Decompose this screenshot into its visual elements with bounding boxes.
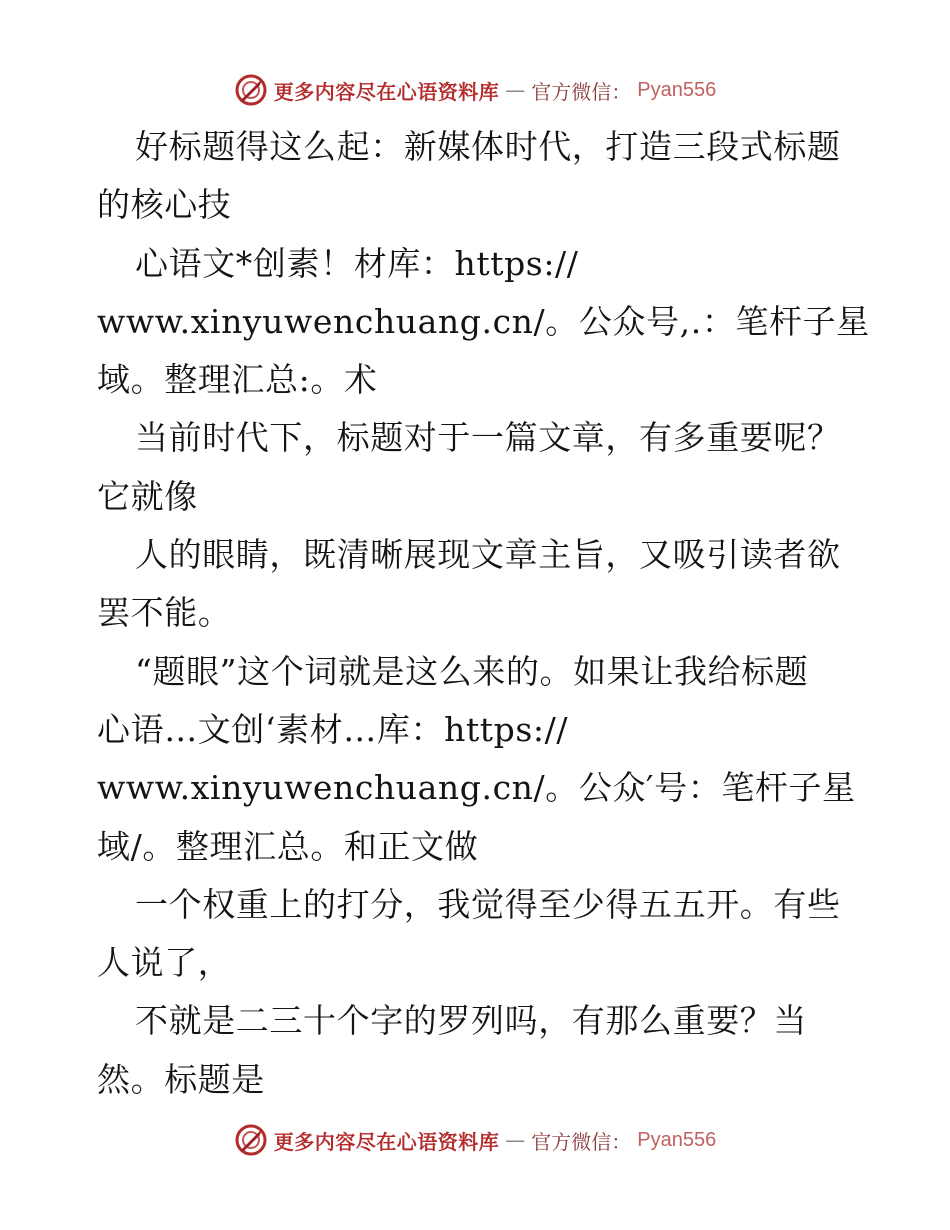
document-body	[97, 118, 870, 1109]
text-line: 当前时代下，标题对于一篇文章，有多重要呢？	[135, 418, 841, 458]
footer-dash: —	[505, 1128, 526, 1152]
text-line: 它就像	[97, 476, 198, 516]
header-official-label: 官方微信：	[531, 79, 632, 104]
text-line: 一个权重上的打分，我觉得至少得五五开。有些	[135, 884, 841, 924]
text-line: 域。整理汇总:。术	[97, 360, 378, 400]
header-wechat-id: Pyan556	[637, 78, 717, 101]
text-line: www.xinyuwenchuang.cn/。公众′号：笔杆子星	[97, 768, 856, 808]
text-line: 然。标题是	[97, 1059, 265, 1099]
text-line: “题眼”这个词就是这么来的。如果让我给标题	[135, 651, 809, 691]
text-line: 的核心技	[97, 185, 232, 225]
text-line: 心语…文创‘素材…库：https://	[97, 709, 569, 749]
pen-logo-icon	[234, 73, 268, 107]
text-line: www.xinyuwenchuang.cn/。公众号,.：笔杆子星	[97, 301, 870, 341]
text-line: 域/。整理汇总。和正文做	[97, 826, 479, 866]
footer-banner-text: 更多内容尽在心语资料库	[273, 1129, 500, 1154]
footer-wechat-id: Pyan556	[637, 1128, 717, 1151]
header-banner-text: 更多内容尽在心语资料库	[273, 79, 500, 104]
pen-logo-icon	[234, 1123, 268, 1157]
text-line: 罢不能。	[97, 593, 232, 633]
footer-official-label: 官方微信：	[531, 1129, 632, 1154]
text-line: 人说了，	[97, 943, 232, 983]
header-banner	[0, 70, 950, 110]
footer-banner	[0, 1120, 950, 1160]
text-line: 不就是二三十个字的罗列吗，有那么重要？当	[135, 1001, 807, 1041]
text-line: 心语文*创素！材库：https://	[135, 243, 579, 283]
header-dash: —	[505, 78, 526, 102]
text-line: 好标题得这么起：新媒体时代，打造三段式标题	[135, 127, 841, 166]
text-line: 人的眼睛，既清晰展现文章主旨，又吸引读者欲	[135, 535, 841, 575]
